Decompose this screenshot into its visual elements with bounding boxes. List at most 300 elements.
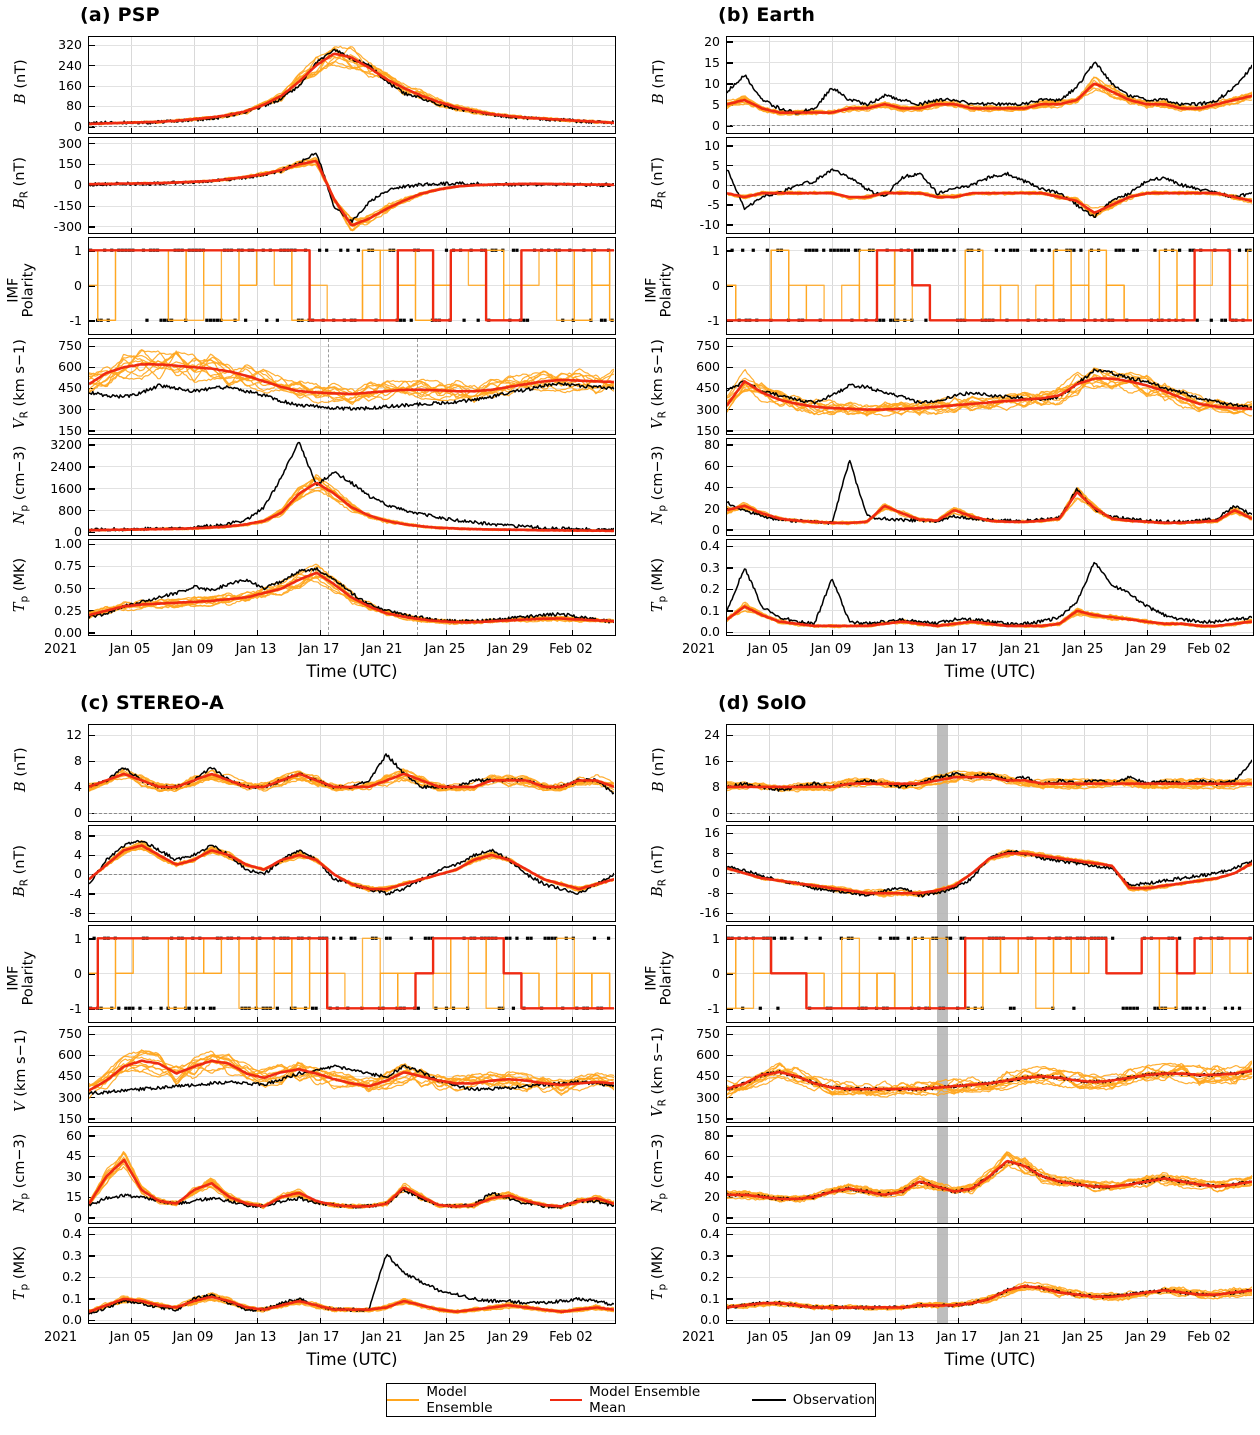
x-tick-mark — [1021, 916, 1022, 921]
y-tick-label: 0 — [74, 866, 82, 882]
x-tick-mark — [257, 228, 258, 233]
x-tick-mark — [446, 816, 447, 821]
plot-c-imf-polarity — [88, 925, 616, 1023]
y-tick-label: 160 — [58, 78, 82, 94]
y-tick-label: 0.2 — [62, 1269, 82, 1285]
y-tick-label: 0.1 — [700, 602, 720, 618]
x-tick-mark — [572, 228, 573, 233]
x-tick-label: Jan 21 — [361, 642, 403, 657]
x-tick-mark — [320, 128, 321, 133]
plot-b-imf-polarity — [726, 237, 1254, 335]
y-tick-label: 10 — [704, 75, 720, 91]
x-tick-mark — [958, 630, 959, 635]
x-tick-mark — [320, 916, 321, 921]
x-tick-mark — [895, 329, 896, 334]
x-tick-mark — [572, 816, 573, 821]
x-tick-mark — [832, 228, 833, 233]
x-tick-mark — [509, 630, 510, 635]
y-tick-label: 0.4 — [62, 1226, 82, 1242]
y-tick-label: 0.4 — [700, 1226, 720, 1242]
y-tick-label: 4 — [74, 847, 82, 863]
x-tick-mark — [320, 1218, 321, 1223]
x-tick-mark — [832, 1218, 833, 1223]
y-tick-label: 16 — [704, 753, 720, 769]
axis-label-y: $T_p$ (MK) — [12, 558, 31, 613]
x-tick-mark — [1084, 1218, 1085, 1223]
x-tick-mark — [1084, 630, 1085, 635]
x-tick-label: Jan 09 — [810, 642, 852, 657]
y-tick-label: 1600 — [50, 480, 82, 496]
x-tick-mark — [572, 630, 573, 635]
y-tick-label: 0.75 — [54, 558, 82, 574]
x-tick-mark — [509, 128, 510, 133]
plot-c-n-p — [88, 1126, 616, 1224]
x-tick-mark — [1084, 329, 1085, 334]
x-tick-mark — [1210, 630, 1211, 635]
y-tick-label: 0 — [74, 177, 82, 193]
x-tick-mark — [383, 916, 384, 921]
y-tick-label: 8 — [712, 845, 720, 861]
y-tick-label: 24 — [704, 727, 720, 743]
x-tick-mark — [1147, 1117, 1148, 1122]
y-tick-label: 750 — [58, 1026, 82, 1042]
x-tick-mark — [131, 228, 132, 233]
panel-title-a: (a) PSP — [80, 4, 160, 26]
x-tick-label: Jan 05 — [747, 642, 789, 657]
x-axis-year-label: 2021 — [682, 642, 716, 657]
x-tick-mark — [1084, 1318, 1085, 1323]
plot-c-v — [88, 1026, 616, 1124]
y-tick-label: -10 — [699, 216, 720, 232]
legend-swatch-mean — [550, 1399, 582, 1401]
x-tick-label: Jan 17 — [298, 642, 340, 657]
x-tick-mark — [320, 429, 321, 434]
y-tick-label: 0 — [74, 805, 82, 821]
x-tick-mark — [958, 816, 959, 821]
y-tick-label: 0 — [74, 118, 82, 134]
x-tick-mark — [572, 1318, 573, 1323]
x-tick-mark — [194, 429, 195, 434]
x-tick-mark — [832, 1117, 833, 1122]
axis-label-x: Time (UTC) — [944, 662, 1036, 681]
x-tick-mark — [131, 329, 132, 334]
plot-b-t-p — [726, 539, 1254, 637]
axis-label-y: B (nT) — [651, 747, 668, 792]
y-tick-label: 750 — [696, 338, 720, 354]
x-tick-mark — [1210, 916, 1211, 921]
plot-a-imf-polarity — [88, 237, 616, 335]
x-tick-mark — [131, 429, 132, 434]
y-tick-label: 150 — [58, 1110, 82, 1126]
axis-label-y: $N_p$ (cm−3) — [650, 445, 669, 525]
plot-c-t-p — [88, 1227, 616, 1325]
y-tick-label: 80 — [704, 1127, 720, 1143]
legend-label-observation: Observation — [792, 1392, 875, 1408]
x-tick-label: Jan 17 — [936, 642, 978, 657]
y-tick-label: -300 — [53, 218, 82, 234]
plot-c-b-r — [88, 825, 616, 923]
x-tick-mark — [572, 1218, 573, 1223]
y-tick-label: 800 — [58, 502, 82, 518]
y-tick-label: 15 — [704, 54, 720, 70]
y-tick-label: 1 — [712, 242, 720, 258]
x-tick-mark — [446, 329, 447, 334]
axis-label-y: $B_R$ (nT) — [650, 845, 669, 898]
axis-label-y: B (nT) — [651, 59, 668, 104]
y-tick-label: 1.00 — [54, 536, 82, 552]
y-tick-label: 12 — [66, 727, 82, 743]
x-tick-mark — [1147, 1017, 1148, 1022]
x-tick-mark — [769, 1017, 770, 1022]
x-tick-mark — [1210, 530, 1211, 535]
x-tick-mark — [1021, 1218, 1022, 1223]
y-tick-label: 300 — [696, 401, 720, 417]
x-tick-mark — [194, 530, 195, 535]
axis-label-y: V (km s−1) — [13, 1029, 30, 1113]
x-tick-mark — [1210, 429, 1211, 434]
x-tick-mark — [895, 530, 896, 535]
y-tick-label: 750 — [58, 338, 82, 354]
y-tick-label: 60 — [66, 1127, 82, 1143]
y-tick-label: 450 — [58, 1068, 82, 1084]
x-tick-mark — [572, 429, 573, 434]
plot-d-t-p — [726, 1227, 1254, 1325]
y-tick-label: 600 — [696, 359, 720, 375]
plot-b-b — [726, 36, 1254, 134]
x-tick-mark — [194, 1117, 195, 1122]
x-tick-label: Jan 17 — [936, 1330, 978, 1345]
x-tick-mark — [509, 228, 510, 233]
x-tick-mark — [1021, 329, 1022, 334]
axis-label-y: IMF Polarity — [643, 262, 675, 318]
x-tick-label: Jan 25 — [424, 642, 466, 657]
x-tick-mark — [257, 1318, 258, 1323]
plot-b-b-r — [726, 137, 1254, 235]
y-tick-label: 0 — [712, 177, 720, 193]
x-tick-mark — [320, 816, 321, 821]
y-tick-label: 60 — [704, 458, 720, 474]
y-tick-label: 0 — [712, 277, 720, 293]
x-tick-mark — [1084, 429, 1085, 434]
x-tick-mark — [257, 1117, 258, 1122]
x-tick-mark — [832, 429, 833, 434]
x-tick-mark — [446, 916, 447, 921]
panel-title-d: (d) SolO — [718, 692, 807, 714]
axis-label-y: $B_R$ (nT) — [12, 845, 31, 898]
x-tick-mark — [1210, 1017, 1211, 1022]
x-tick-mark — [383, 530, 384, 535]
y-tick-label: 40 — [704, 1168, 720, 1184]
y-tick-label: 5 — [712, 157, 720, 173]
x-tick-mark — [769, 429, 770, 434]
x-tick-mark — [131, 128, 132, 133]
x-tick-mark — [509, 1117, 510, 1122]
x-tick-label: Jan 21 — [999, 1330, 1041, 1345]
x-tick-mark — [194, 128, 195, 133]
panel-title-c: (c) STEREO-A — [80, 692, 224, 714]
x-tick-mark — [194, 1017, 195, 1022]
x-tick-mark — [1084, 1017, 1085, 1022]
y-tick-label: 0 — [712, 865, 720, 881]
x-tick-mark — [1084, 916, 1085, 921]
y-tick-label: 15 — [66, 1189, 82, 1205]
x-tick-mark — [1210, 1318, 1211, 1323]
x-tick-mark — [446, 228, 447, 233]
x-tick-mark — [832, 530, 833, 535]
x-tick-mark — [509, 530, 510, 535]
y-tick-label: 0.3 — [700, 1247, 720, 1263]
y-tick-label: -1 — [707, 1000, 720, 1016]
x-tick-mark — [1084, 228, 1085, 233]
y-tick-label: 0.2 — [700, 581, 720, 597]
axis-label-y: B (nT) — [13, 59, 30, 104]
x-tick-label: Jan 17 — [298, 1330, 340, 1345]
y-tick-label: 10 — [704, 137, 720, 153]
y-tick-label: 3200 — [50, 436, 82, 452]
x-tick-mark — [895, 630, 896, 635]
x-tick-mark — [446, 128, 447, 133]
x-tick-mark — [769, 1218, 770, 1223]
y-tick-label: 150 — [696, 1110, 720, 1126]
y-tick-label: 80 — [66, 98, 82, 114]
x-tick-mark — [1147, 816, 1148, 821]
x-tick-mark — [769, 530, 770, 535]
x-tick-mark — [895, 816, 896, 821]
y-tick-label: 0 — [712, 521, 720, 537]
x-tick-label: Jan 13 — [873, 1330, 915, 1345]
y-tick-label: 0 — [74, 1209, 82, 1225]
y-tick-label: 20 — [704, 1189, 720, 1205]
y-tick-label: 0.1 — [700, 1290, 720, 1306]
x-tick-mark — [320, 329, 321, 334]
x-tick-mark — [383, 1017, 384, 1022]
x-tick-mark — [895, 916, 896, 921]
x-tick-mark — [1210, 228, 1211, 233]
x-tick-mark — [509, 1017, 510, 1022]
y-tick-label: 0.25 — [54, 602, 82, 618]
y-tick-label: -1 — [69, 312, 82, 328]
x-tick-mark — [958, 530, 959, 535]
x-tick-mark — [1147, 228, 1148, 233]
plot-d-imf-polarity — [726, 925, 1254, 1023]
x-tick-label: Jan 29 — [487, 642, 529, 657]
axis-label-x: Time (UTC) — [944, 1350, 1036, 1369]
y-tick-label: 1 — [74, 930, 82, 946]
y-tick-label: -8 — [707, 885, 720, 901]
axis-label-y: $N_p$ (cm−3) — [650, 1133, 669, 1213]
x-tick-mark — [383, 1318, 384, 1323]
x-tick-mark — [194, 816, 195, 821]
x-tick-mark — [131, 630, 132, 635]
y-tick-label: 450 — [58, 380, 82, 396]
y-tick-label: 0 — [74, 524, 82, 540]
y-tick-label: 8 — [74, 753, 82, 769]
x-tick-mark — [446, 1318, 447, 1323]
y-tick-label: 0.3 — [700, 559, 720, 575]
x-axis-year-label: 2021 — [44, 642, 78, 657]
x-tick-mark — [832, 630, 833, 635]
x-tick-mark — [257, 530, 258, 535]
y-tick-label: -16 — [699, 905, 720, 921]
x-tick-mark — [1084, 1117, 1085, 1122]
plot-a-b-r — [88, 137, 616, 235]
legend-item-observation — [752, 1392, 875, 1408]
legend-swatch-observation — [752, 1399, 786, 1401]
x-tick-mark — [194, 329, 195, 334]
y-tick-label: 150 — [58, 422, 82, 438]
plot-b-v-r — [726, 338, 1254, 436]
x-tick-mark — [446, 530, 447, 535]
x-tick-mark — [194, 916, 195, 921]
plot-a-v-r — [88, 338, 616, 436]
x-tick-mark — [383, 429, 384, 434]
x-tick-label: Jan 25 — [1062, 1330, 1104, 1345]
axis-label-y: IMF Polarity — [5, 262, 37, 318]
x-tick-mark — [1210, 128, 1211, 133]
y-tick-label: -1 — [69, 1000, 82, 1016]
x-tick-mark — [1084, 530, 1085, 535]
x-tick-mark — [194, 630, 195, 635]
axis-label-x: Time (UTC) — [306, 662, 398, 681]
x-tick-mark — [446, 630, 447, 635]
plot-d-b — [726, 724, 1254, 822]
x-tick-mark — [509, 916, 510, 921]
x-tick-mark — [769, 916, 770, 921]
y-tick-label: 30 — [66, 1168, 82, 1184]
x-tick-mark — [895, 128, 896, 133]
x-tick-mark — [895, 1318, 896, 1323]
x-tick-mark — [769, 329, 770, 334]
x-tick-mark — [383, 1117, 384, 1122]
y-tick-label: 5 — [712, 96, 720, 112]
axis-label-y: $V_R$ (km s−1) — [650, 339, 669, 430]
x-tick-mark — [1147, 1218, 1148, 1223]
y-tick-label: 300 — [58, 1089, 82, 1105]
legend-label-mean: Model Ensemble Mean — [589, 1384, 701, 1416]
y-tick-label: 0 — [712, 805, 720, 821]
x-tick-mark — [446, 1017, 447, 1022]
y-tick-label: 4 — [74, 779, 82, 795]
x-tick-label: Jan 29 — [1125, 642, 1167, 657]
x-tick-label: Feb 02 — [549, 642, 593, 657]
x-tick-mark — [572, 530, 573, 535]
x-tick-mark — [131, 1117, 132, 1122]
y-tick-label: 1 — [74, 242, 82, 258]
x-tick-mark — [194, 228, 195, 233]
y-tick-label: 20 — [704, 500, 720, 516]
plot-a-b — [88, 36, 616, 134]
y-tick-label: 0.3 — [62, 1247, 82, 1263]
x-tick-mark — [1021, 1318, 1022, 1323]
plot-c-b — [88, 724, 616, 822]
x-tick-mark — [131, 530, 132, 535]
x-tick-mark — [509, 1218, 510, 1223]
x-tick-mark — [769, 228, 770, 233]
x-tick-mark — [572, 1017, 573, 1022]
x-tick-mark — [383, 1218, 384, 1223]
x-tick-mark — [257, 128, 258, 133]
x-tick-mark — [383, 128, 384, 133]
x-tick-label: Jan 25 — [424, 1330, 466, 1345]
y-tick-label: 0 — [74, 277, 82, 293]
x-tick-mark — [832, 329, 833, 334]
axis-label-y: $T_p$ (MK) — [12, 1246, 31, 1301]
y-tick-label: 8 — [712, 779, 720, 795]
x-tick-mark — [769, 128, 770, 133]
x-tick-mark — [572, 916, 573, 921]
x-tick-mark — [383, 329, 384, 334]
x-tick-mark — [320, 530, 321, 535]
x-tick-label: Jan 09 — [810, 1330, 852, 1345]
x-tick-mark — [1210, 1117, 1211, 1122]
x-tick-mark — [769, 630, 770, 635]
x-tick-mark — [958, 916, 959, 921]
plot-d-n-p — [726, 1126, 1254, 1224]
axis-label-y: $B_R$ (nT) — [650, 157, 669, 210]
y-tick-label: 16 — [704, 825, 720, 841]
y-tick-label: 300 — [58, 401, 82, 417]
x-tick-label: Jan 05 — [747, 1330, 789, 1345]
y-tick-label: 150 — [58, 156, 82, 172]
y-tick-label: 240 — [58, 57, 82, 73]
y-tick-label: 1 — [712, 930, 720, 946]
x-tick-label: Jan 21 — [361, 1330, 403, 1345]
x-tick-mark — [1147, 128, 1148, 133]
x-tick-mark — [320, 1117, 321, 1122]
x-tick-mark — [958, 228, 959, 233]
x-tick-label: Jan 25 — [1062, 642, 1104, 657]
x-tick-mark — [320, 228, 321, 233]
x-tick-mark — [1147, 1318, 1148, 1323]
x-tick-mark — [257, 329, 258, 334]
x-tick-mark — [1147, 530, 1148, 535]
x-tick-mark — [257, 816, 258, 821]
x-axis-year-label: 2021 — [682, 1330, 716, 1345]
x-tick-mark — [769, 1117, 770, 1122]
axis-label-x: Time (UTC) — [306, 1350, 398, 1369]
x-tick-label: Feb 02 — [1187, 1330, 1231, 1345]
y-tick-label: 600 — [58, 359, 82, 375]
x-tick-label: Jan 13 — [235, 642, 277, 657]
axis-label-y: $N_p$ (cm−3) — [12, 445, 31, 525]
x-tick-mark — [446, 429, 447, 434]
y-tick-label: 80 — [704, 436, 720, 452]
y-tick-label: 0.4 — [700, 538, 720, 554]
x-tick-mark — [320, 1017, 321, 1022]
x-tick-mark — [320, 630, 321, 635]
x-axis-year-label: 2021 — [44, 1330, 78, 1345]
x-tick-mark — [895, 429, 896, 434]
y-tick-label: 0 — [712, 117, 720, 133]
x-tick-mark — [832, 1318, 833, 1323]
y-tick-label: 20 — [704, 33, 720, 49]
y-tick-label: 0.2 — [700, 1269, 720, 1285]
legend-item-mean — [550, 1384, 734, 1416]
y-tick-label: 0.00 — [54, 624, 82, 640]
x-tick-mark — [895, 1117, 896, 1122]
x-tick-label: Jan 09 — [172, 1330, 214, 1345]
x-tick-mark — [572, 1117, 573, 1122]
axis-label-y: $N_p$ (cm−3) — [12, 1133, 31, 1213]
y-tick-label: 0.50 — [54, 580, 82, 596]
plot-a-t-p — [88, 539, 616, 637]
axis-label-y: $V_R$ (km s−1) — [12, 339, 31, 430]
x-tick-label: Jan 09 — [172, 642, 214, 657]
y-tick-label: 0.1 — [62, 1290, 82, 1306]
x-tick-mark — [1084, 816, 1085, 821]
y-tick-label: 8 — [74, 827, 82, 843]
x-tick-mark — [832, 128, 833, 133]
